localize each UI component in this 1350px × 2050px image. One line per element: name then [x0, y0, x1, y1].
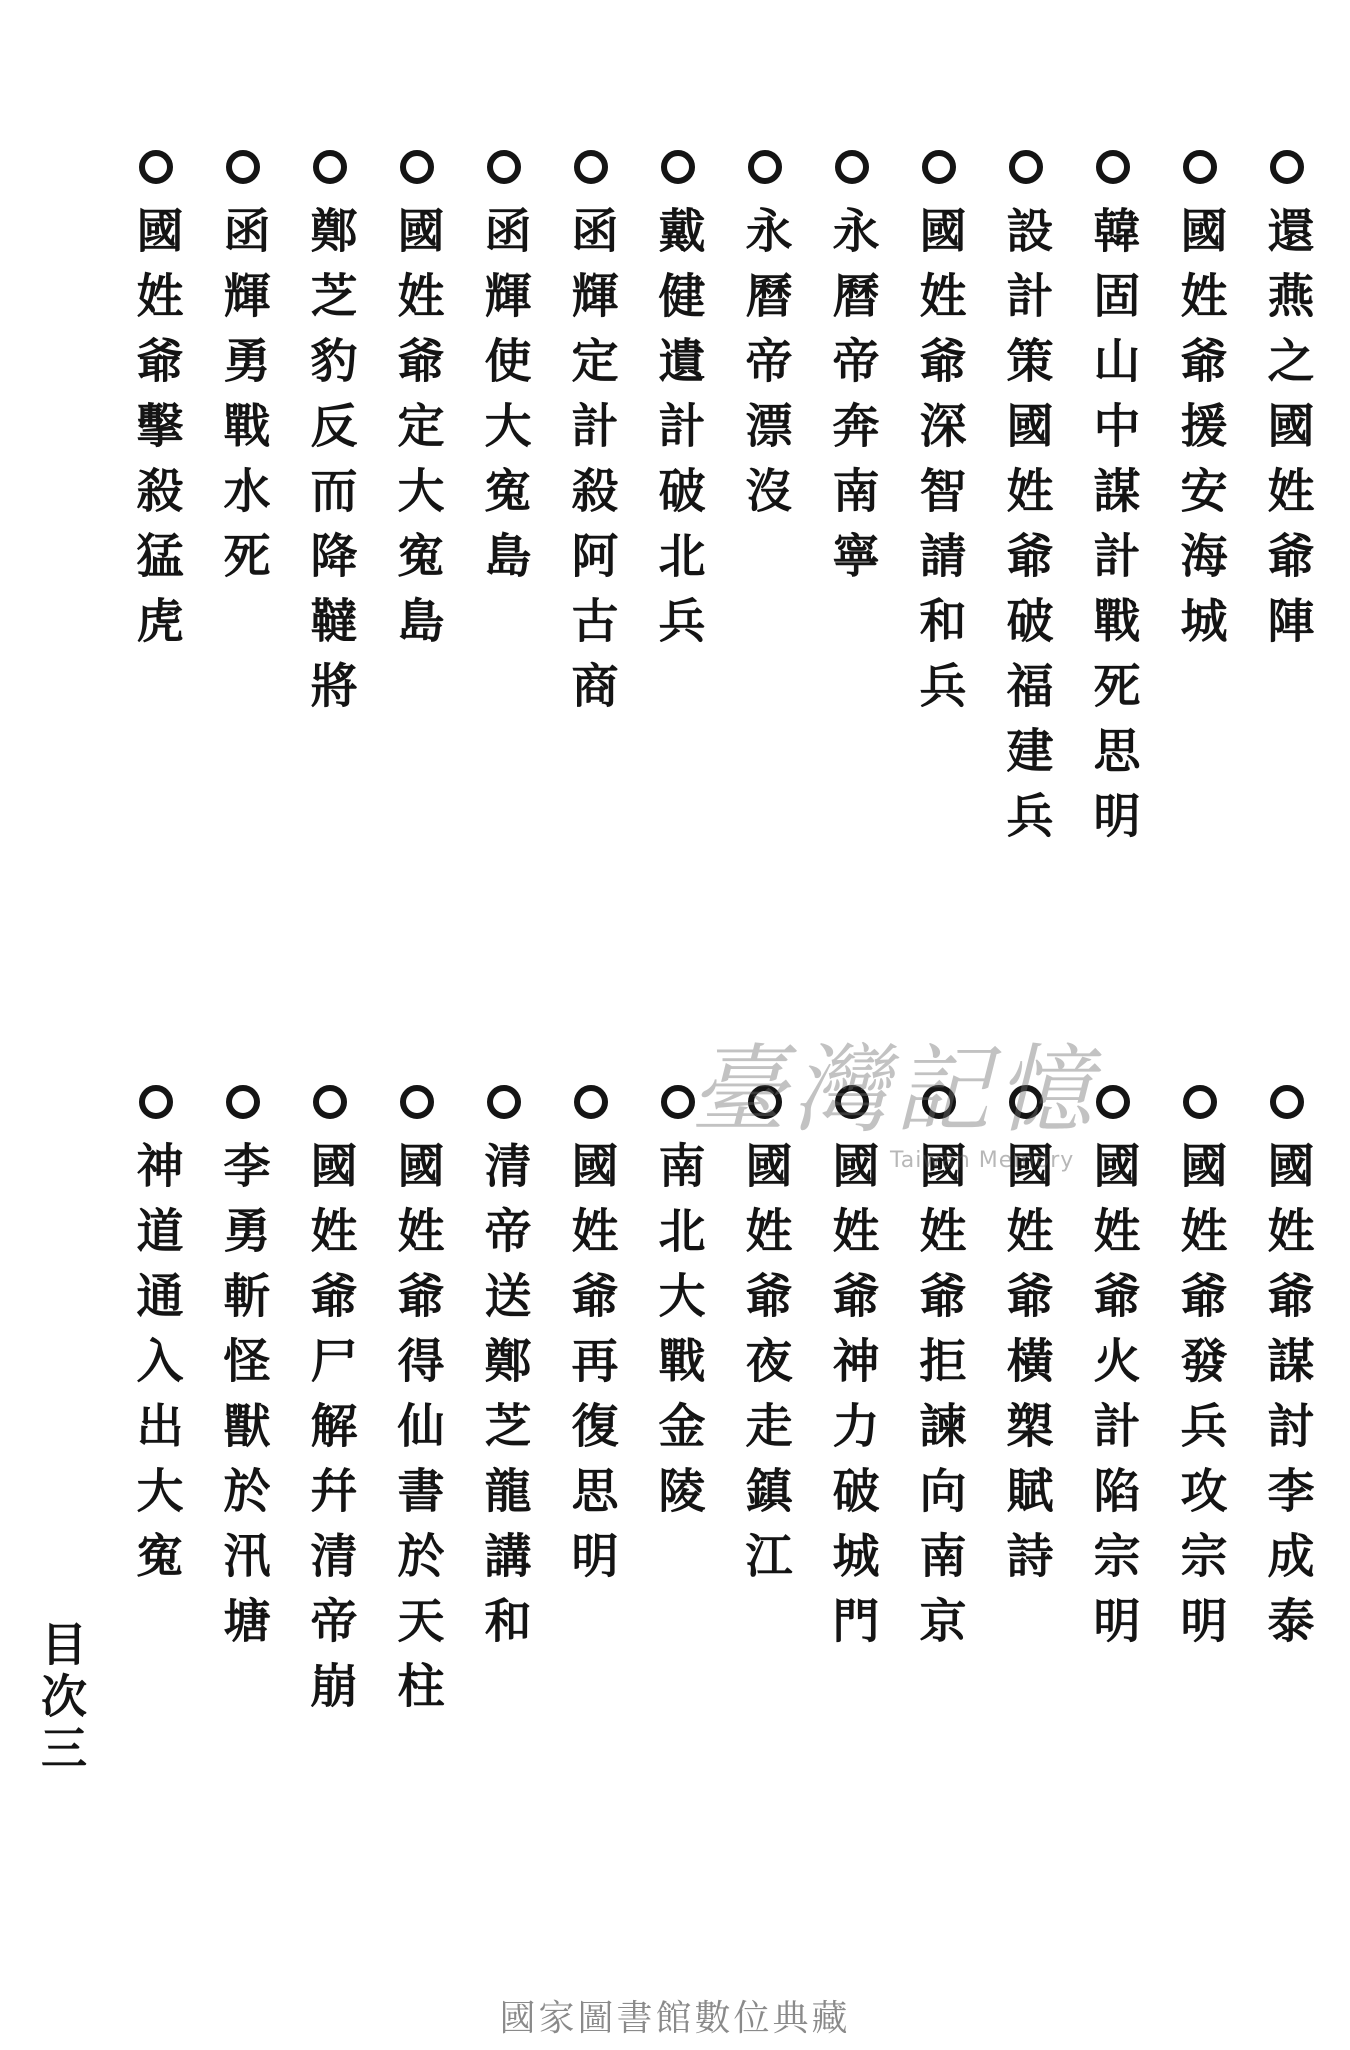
bullet-circle-icon	[1270, 150, 1304, 184]
toc-entry	[559, 1085, 623, 1925]
bullet-circle-icon	[661, 150, 695, 184]
toc-entry	[907, 1085, 971, 1925]
bullet-circle-icon	[400, 150, 434, 184]
toc-entry-title: 國姓爺謀討李成泰	[1259, 1141, 1315, 1661]
toc-lower-tier	[100, 1085, 1320, 1925]
toc-entry	[559, 150, 623, 1020]
toc-entry-title: 國姓爺援安海城	[1172, 206, 1228, 661]
toc-entry	[472, 1085, 536, 1925]
toc-entry	[994, 1085, 1058, 1925]
toc-entry-title: 永曆帝奔南寧	[824, 206, 880, 596]
toc-entry	[385, 150, 449, 1020]
toc-entry-title: 國姓爺深智請和兵	[911, 206, 967, 726]
page-number: 目次三	[34, 1620, 88, 1776]
toc-entry-title: 國姓爺夜走鎮江	[737, 1141, 793, 1596]
footer-credit: 國家圖書館數位典藏	[499, 1998, 851, 2039]
toc-entry	[646, 1085, 710, 1925]
watermark-chinese: 臺灣記憶	[690, 1034, 1098, 1146]
toc-entry-title: 國姓爺擊殺猛虎	[128, 206, 184, 661]
toc-entry-title: 國姓爺得仙書於天柱	[389, 1141, 445, 1726]
toc-entry	[733, 150, 797, 1020]
bullet-circle-icon	[226, 150, 260, 184]
toc-entry	[1168, 150, 1232, 1020]
toc-entry	[211, 1085, 275, 1925]
toc-entry-title: 函輝使大寃島	[476, 206, 532, 596]
toc-entry	[298, 1085, 362, 1925]
bullet-circle-icon	[661, 1085, 695, 1119]
toc-entry-title: 國姓爺發兵攻宗明	[1172, 1141, 1228, 1661]
toc-entry-title: 函輝勇戰水死	[215, 206, 271, 596]
toc-entry-title: 國姓爺尸解幷清帝崩	[302, 1141, 358, 1726]
bullet-circle-icon	[313, 150, 347, 184]
toc-entry-title: 還燕之國姓爺陣	[1259, 206, 1315, 661]
bullet-circle-icon	[139, 1085, 173, 1119]
toc-entry-title: 南北大戰金陵	[650, 1141, 706, 1531]
bullet-circle-icon	[226, 1085, 260, 1119]
toc-entry	[385, 1085, 449, 1925]
bullet-circle-icon	[1183, 150, 1217, 184]
toc-entry-title: 神道通入出大寃	[128, 1141, 184, 1596]
toc-entry-title: 國姓爺定大寃島	[389, 206, 445, 661]
toc-entry	[124, 1085, 188, 1925]
bullet-circle-icon	[1009, 150, 1043, 184]
toc-entry	[1255, 1085, 1319, 1925]
toc-entry	[1081, 1085, 1145, 1925]
toc-entry	[298, 150, 362, 1020]
bullet-circle-icon	[574, 1085, 608, 1119]
bullet-circle-icon	[748, 150, 782, 184]
toc-entry-title: 永曆帝漂沒	[737, 206, 793, 531]
toc-entry	[1168, 1085, 1232, 1925]
toc-entry	[907, 150, 971, 1020]
bullet-circle-icon	[1096, 1085, 1130, 1119]
bullet-circle-icon	[835, 150, 869, 184]
toc-entry-title: 國姓爺神力破城門	[824, 1141, 880, 1661]
bullet-circle-icon	[922, 150, 956, 184]
toc-entry	[1255, 150, 1319, 1020]
bullet-circle-icon	[922, 1085, 956, 1119]
bullet-circle-icon	[1183, 1085, 1217, 1119]
bullet-circle-icon	[1009, 1085, 1043, 1119]
bullet-circle-icon	[139, 150, 173, 184]
bullet-circle-icon	[574, 150, 608, 184]
bullet-circle-icon	[400, 1085, 434, 1119]
toc-entry	[820, 150, 884, 1020]
toc-entry-title: 設計策國姓爺破福建兵	[998, 206, 1054, 856]
bullet-circle-icon	[1270, 1085, 1304, 1119]
bullet-circle-icon	[313, 1085, 347, 1119]
toc-entry-title: 函輝定計殺阿古商	[563, 206, 619, 726]
toc-entry	[994, 150, 1058, 1020]
toc-entry-title: 清帝送鄭芝龍講和	[476, 1141, 532, 1661]
bullet-circle-icon	[487, 150, 521, 184]
toc-entry-title: 戴健遺計破北兵	[650, 206, 706, 661]
bullet-circle-icon	[748, 1085, 782, 1119]
toc-entry-title: 國姓爺火計陷宗明	[1085, 1141, 1141, 1661]
toc-entry-title: 韓固山中謀計戰死思明	[1085, 206, 1141, 856]
toc-entry	[646, 150, 710, 1020]
toc-entry-title: 國姓爺再復思明	[563, 1141, 619, 1596]
bullet-circle-icon	[835, 1085, 869, 1119]
toc-entry	[472, 150, 536, 1020]
toc-entry-title: 國姓爺橫槊賦詩	[998, 1141, 1054, 1596]
toc-entry	[733, 1085, 797, 1925]
toc-upper-tier	[100, 150, 1320, 1020]
toc-entry-title: 鄭芝豹反而降韃將	[302, 206, 358, 726]
watermark-english: Taiwan Memory	[890, 1148, 1075, 1173]
bullet-circle-icon	[487, 1085, 521, 1119]
toc-entry	[1081, 150, 1145, 1020]
toc-entry	[211, 150, 275, 1020]
toc-entry	[124, 150, 188, 1020]
toc-entry-title: 李勇斬怪獸於汛塘	[215, 1141, 271, 1661]
toc-entry	[820, 1085, 884, 1925]
bullet-circle-icon	[1096, 150, 1130, 184]
toc-entry-title: 國姓爺拒諫向南京	[911, 1141, 967, 1661]
